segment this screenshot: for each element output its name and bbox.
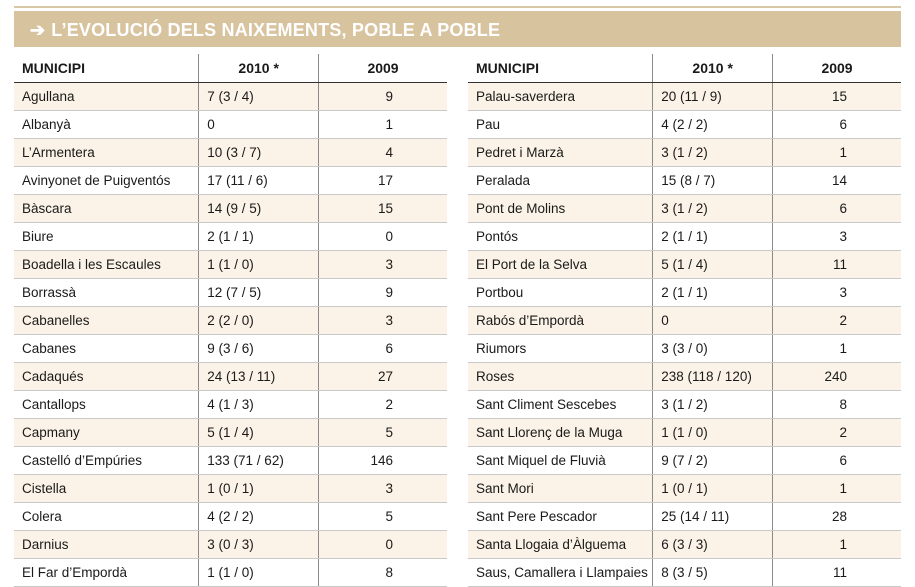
column-header-2009: 2009 xyxy=(319,54,447,83)
births-2010-cell: 4 (2 / 2) xyxy=(653,111,773,139)
municipi-cell: Pont de Molins xyxy=(468,195,653,223)
table-row xyxy=(468,391,901,419)
births-2010-cell: 5 (1 / 4) xyxy=(199,419,319,447)
births-2009-cell: 15 xyxy=(773,83,901,111)
table-row xyxy=(14,111,447,139)
municipi-cell: Riumors xyxy=(468,335,653,363)
municipi-cell: Avinyonet de Puigventós xyxy=(14,167,199,195)
births-2009-cell: 2 xyxy=(773,419,901,447)
table-row xyxy=(468,251,901,279)
births-2010-cell: 1 (1 / 0) xyxy=(653,419,773,447)
municipi-cell: Portbou xyxy=(468,279,653,307)
births-2010-cell: 1 (0 / 1) xyxy=(653,475,773,503)
births-2010-cell: 24 (13 / 11) xyxy=(199,363,319,391)
births-2010-cell: 238 (118 / 120) xyxy=(653,363,773,391)
births-2010-cell: 4 (1 / 3) xyxy=(199,391,319,419)
table-row xyxy=(468,447,901,475)
births-2009-cell: 9 xyxy=(319,279,447,307)
municipi-cell: Capmany xyxy=(14,419,199,447)
table-row xyxy=(468,531,901,559)
municipi-cell: Albanyà xyxy=(14,111,199,139)
births-2009-cell: 1 xyxy=(319,111,447,139)
municipi-cell: L’Armentera xyxy=(14,139,199,167)
births-2009-cell: 14 xyxy=(773,167,901,195)
municipi-cell: Sant Climent Sescebes xyxy=(468,391,653,419)
municipi-cell: Biure xyxy=(14,223,199,251)
table-header-row xyxy=(14,54,447,83)
table-row xyxy=(14,251,447,279)
table-row xyxy=(468,279,901,307)
municipi-cell: Peralada xyxy=(468,167,653,195)
births-2009-cell: 3 xyxy=(319,307,447,335)
table-row xyxy=(468,559,901,587)
births-2010-cell: 3 (1 / 2) xyxy=(653,391,773,419)
births-2010-cell: 2 (1 / 1) xyxy=(653,279,773,307)
births-2009-cell: 8 xyxy=(319,559,447,587)
municipi-cell: Cadaqués xyxy=(14,363,199,391)
births-2010-cell: 6 (3 / 3) xyxy=(653,531,773,559)
table-row xyxy=(468,83,901,111)
births-2010-cell: 3 (3 / 0) xyxy=(653,335,773,363)
births-table-right xyxy=(468,54,901,587)
births-2009-cell: 3 xyxy=(319,475,447,503)
municipi-cell: Rabós d’Empordà xyxy=(468,307,653,335)
table-row xyxy=(14,503,447,531)
municipi-cell: Cabanelles xyxy=(14,307,199,335)
births-2010-cell: 7 (3 / 4) xyxy=(199,83,319,111)
births-2010-cell: 133 (71 / 62) xyxy=(199,447,319,475)
municipi-cell: Castelló d’Empúries xyxy=(14,447,199,475)
births-2010-cell: 12 (7 / 5) xyxy=(199,279,319,307)
municipi-cell: Cantallops xyxy=(14,391,199,419)
births-2010-cell: 2 (1 / 1) xyxy=(199,223,319,251)
table-row xyxy=(14,167,447,195)
births-2010-cell: 3 (0 / 3) xyxy=(199,531,319,559)
table-row xyxy=(468,475,901,503)
births-2009-cell: 0 xyxy=(319,223,447,251)
births-2009-cell: 11 xyxy=(773,559,901,587)
births-2010-cell: 9 (7 / 2) xyxy=(653,447,773,475)
births-2010-cell: 1 (0 / 1) xyxy=(199,475,319,503)
births-2009-cell: 1 xyxy=(773,335,901,363)
births-2009-cell: 1 xyxy=(773,139,901,167)
table-header-row xyxy=(468,54,901,83)
births-2009-cell: 5 xyxy=(319,419,447,447)
births-2010-cell: 3 (1 / 2) xyxy=(653,195,773,223)
table-row xyxy=(468,363,901,391)
births-2009-cell: 9 xyxy=(319,83,447,111)
births-2009-cell: 6 xyxy=(773,111,901,139)
births-2009-cell: 27 xyxy=(319,363,447,391)
table-row xyxy=(14,83,447,111)
births-table-left xyxy=(14,54,447,587)
municipi-cell: Cistella xyxy=(14,475,199,503)
table-row xyxy=(14,447,447,475)
table-row xyxy=(14,139,447,167)
births-2009-cell: 240 xyxy=(773,363,901,391)
births-2010-cell: 2 (2 / 0) xyxy=(199,307,319,335)
births-2009-cell: 5 xyxy=(319,503,447,531)
table-row xyxy=(14,195,447,223)
table-row xyxy=(468,307,901,335)
table-row xyxy=(14,335,447,363)
births-2010-cell: 9 (3 / 6) xyxy=(199,335,319,363)
births-2009-cell: 6 xyxy=(773,195,901,223)
table-row xyxy=(14,475,447,503)
municipi-cell: Roses xyxy=(468,363,653,391)
table-row xyxy=(14,559,447,587)
births-2009-cell: 8 xyxy=(773,391,901,419)
municipi-cell: Cabanes xyxy=(14,335,199,363)
column-header-municipi: MUNICIPI xyxy=(14,54,199,83)
births-2010-cell: 4 (2 / 2) xyxy=(199,503,319,531)
births-2009-cell: 2 xyxy=(319,391,447,419)
municipi-cell: Pau xyxy=(468,111,653,139)
births-2010-cell: 3 (1 / 2) xyxy=(653,139,773,167)
births-2010-cell: 17 (11 / 6) xyxy=(199,167,319,195)
births-2010-cell: 15 (8 / 7) xyxy=(653,167,773,195)
table-row xyxy=(14,223,447,251)
births-2009-cell: 0 xyxy=(319,531,447,559)
births-2010-cell: 8 (3 / 5) xyxy=(653,559,773,587)
municipi-cell: Pedret i Marzà xyxy=(468,139,653,167)
births-2010-cell: 1 (1 / 0) xyxy=(199,559,319,587)
table-row xyxy=(468,335,901,363)
births-2010-cell: 14 (9 / 5) xyxy=(199,195,319,223)
births-2010-cell: 10 (3 / 7) xyxy=(199,139,319,167)
births-2009-cell: 28 xyxy=(773,503,901,531)
column-header-2009: 2009 xyxy=(773,54,901,83)
births-2009-cell: 11 xyxy=(773,251,901,279)
municipi-cell: Bàscara xyxy=(14,195,199,223)
table-row xyxy=(468,139,901,167)
table-row xyxy=(14,531,447,559)
arrow-right-icon: ➔ xyxy=(30,20,46,40)
births-2010-cell: 5 (1 / 4) xyxy=(653,251,773,279)
births-2009-cell: 146 xyxy=(319,447,447,475)
municipi-cell: Agullana xyxy=(14,83,199,111)
births-2009-cell: 6 xyxy=(319,335,447,363)
births-2010-cell: 25 (14 / 11) xyxy=(653,503,773,531)
municipi-cell: Sant Llorenç de la Muga xyxy=(468,419,653,447)
municipi-cell: Pontós xyxy=(468,223,653,251)
table-row xyxy=(468,419,901,447)
births-2009-cell: 3 xyxy=(319,251,447,279)
column-header-2010: 2010 * xyxy=(653,54,773,83)
table-row xyxy=(468,167,901,195)
municipi-cell: Darnius xyxy=(14,531,199,559)
births-2010-cell: 20 (11 / 9) xyxy=(653,83,773,111)
municipi-cell: Palau-saverdera xyxy=(468,83,653,111)
municipi-cell: El Port de la Selva xyxy=(468,251,653,279)
municipi-cell: Colera xyxy=(14,503,199,531)
births-2009-cell: 4 xyxy=(319,139,447,167)
births-2010-cell: 0 xyxy=(653,307,773,335)
table-row xyxy=(468,503,901,531)
births-2010-cell: 0 xyxy=(199,111,319,139)
births-2010-cell: 2 (1 / 1) xyxy=(653,223,773,251)
table-row xyxy=(468,195,901,223)
births-2009-cell: 6 xyxy=(773,447,901,475)
births-2009-cell: 1 xyxy=(773,475,901,503)
municipi-cell: El Far d’Empordà xyxy=(14,559,199,587)
municipi-cell: Santa Llogaia d’Àlguema xyxy=(468,531,653,559)
births-2009-cell: 3 xyxy=(773,223,901,251)
table-row xyxy=(14,391,447,419)
municipi-cell: Borrassà xyxy=(14,279,199,307)
column-header-2010: 2010 * xyxy=(199,54,319,83)
table-row xyxy=(468,111,901,139)
table-row xyxy=(468,223,901,251)
municipi-cell: Sant Miquel de Fluvià xyxy=(468,447,653,475)
table-row xyxy=(14,279,447,307)
top-rule xyxy=(14,6,901,8)
births-2009-cell: 2 xyxy=(773,307,901,335)
table-row xyxy=(14,419,447,447)
table-row xyxy=(14,363,447,391)
title-banner xyxy=(14,11,901,47)
page-title: L’EVOLUCIÓ DELS NAIXEMENTS, POBLE A POBLE xyxy=(51,20,501,40)
municipi-cell: Saus, Camallera i Llampaies xyxy=(468,559,653,587)
births-2009-cell: 3 xyxy=(773,279,901,307)
municipi-cell: Boadella i les Escaules xyxy=(14,251,199,279)
municipi-cell: Sant Pere Pescador xyxy=(468,503,653,531)
births-2010-cell: 1 (1 / 0) xyxy=(199,251,319,279)
births-2009-cell: 17 xyxy=(319,167,447,195)
column-header-municipi: MUNICIPI xyxy=(468,54,653,83)
table-row xyxy=(14,307,447,335)
municipi-cell: Sant Mori xyxy=(468,475,653,503)
births-2009-cell: 15 xyxy=(319,195,447,223)
births-2009-cell: 1 xyxy=(773,531,901,559)
